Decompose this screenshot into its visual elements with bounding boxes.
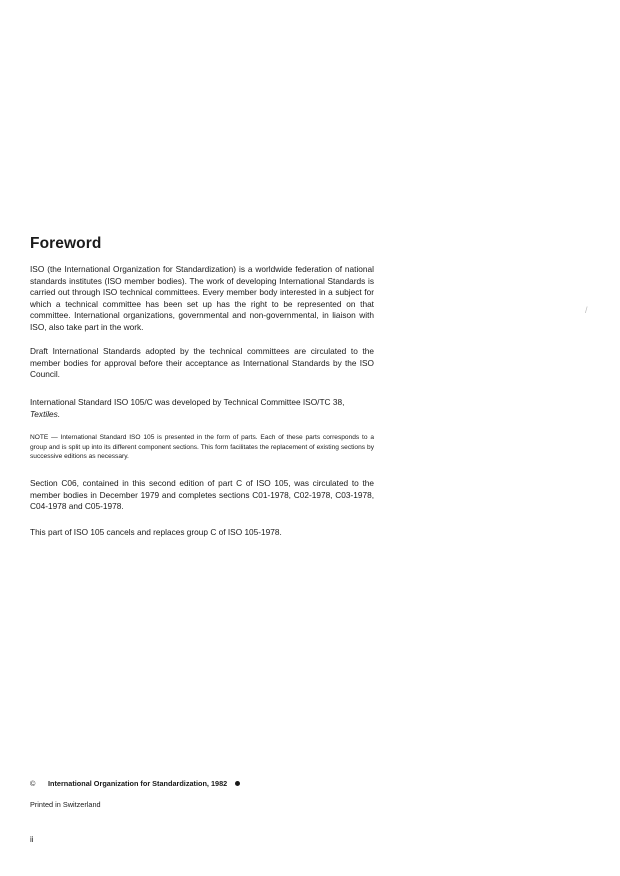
foreword-paragraph-section-c06: Section C06, contained in this second edition of part C of ISO 105, was circulated to the member bodies in December 1979 and completes sections C01-1978, C02-1978, C03-1978, C04-1978 and C05-1978.	[30, 478, 374, 511]
copyright-icon: ©	[30, 779, 36, 788]
printed-in: Printed in Switzerland	[30, 800, 101, 809]
copyright-line	[30, 779, 240, 788]
foreword-paragraph-draft-standards: Draft International Standards adopted by the technical committees are circulated to the member bodies for approval before their acceptance as International Standards by the ISO Council.	[30, 346, 374, 379]
bullet-dot-icon	[235, 781, 240, 786]
copyright-text: International Organization for Standardization, 1982	[48, 779, 228, 788]
foreword-paragraph-iso-federation: ISO (the International Organization for Standardization) is a worldwide federation of national standards institutes (ISO member bodies). The work of developing International Standards is carried out through ISO technical committees. Every member body interested in a subject for which a technical committee has been set up has the right to be represented on that committee. International organizations, governmental and non-governmental, in liaison with ISO, also take part in the work.	[30, 264, 374, 332]
foreword-heading: Foreword	[30, 235, 102, 252]
foreword-paragraph-committee	[30, 397, 374, 420]
page-number: ii	[30, 835, 34, 844]
foreword-paragraph-cancels: This part of ISO 105 cancels and replaces group C of ISO 105-1978.	[30, 527, 282, 537]
committee-text: International Standard ISO 105/C was developed by Technical Committee ISO/TC 38,	[30, 397, 345, 407]
committee-name: Textiles.	[30, 408, 61, 419]
foreword-note: NOTE — International Standard ISO 105 is presented in the form of parts. Each of these parts corresponds to a group and is split up into its different component sections. This form facilitates the replacement of existing sections by successive editions as necessary.	[30, 434, 374, 461]
scan-speck-mark: /	[585, 305, 588, 315]
